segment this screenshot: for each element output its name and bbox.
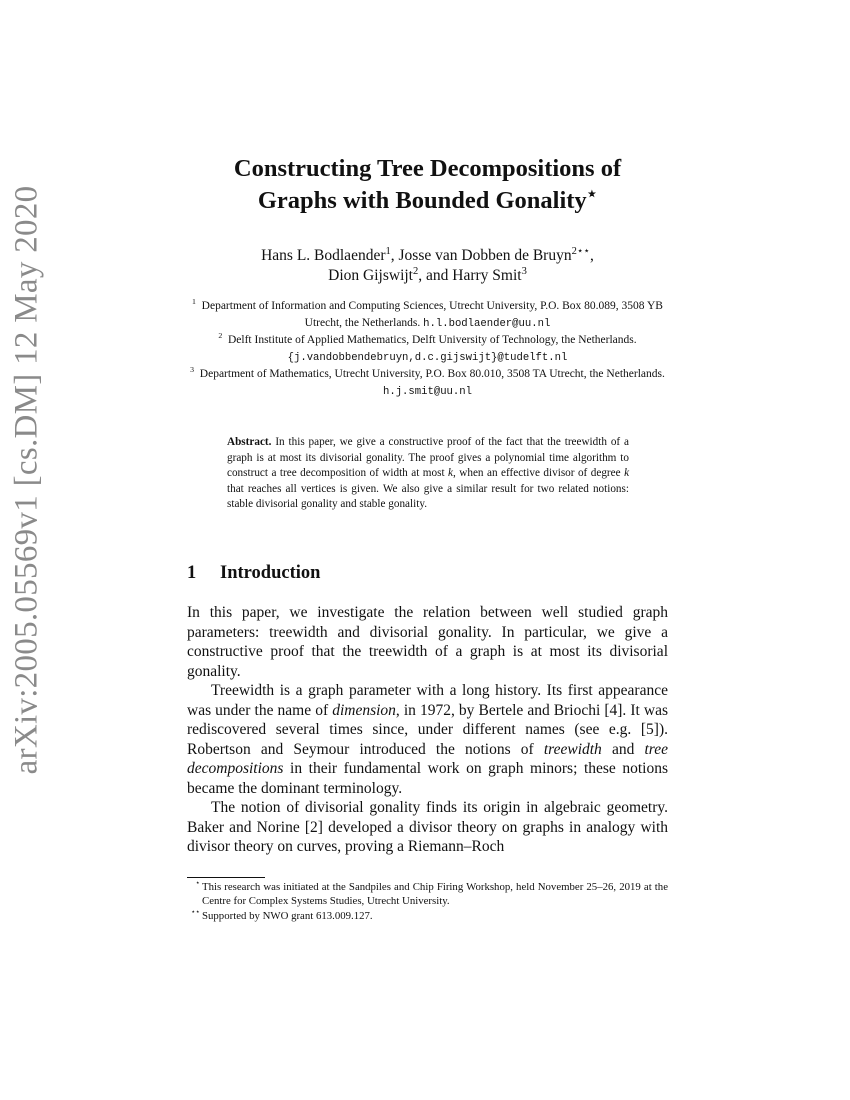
abstract bbox=[227, 435, 629, 513]
arxiv-identifier-text: arXiv:2005.05569v1 [cs.DM] 12 May 2020 bbox=[8, 185, 45, 775]
affiliation-3-text: Department of Mathematics, Utrecht University, P.O. Box 80.010, 3508 TA Utrecht, the Netherlands. bbox=[199, 368, 665, 381]
footnote-2-text: Supported by NWO grant 613.009.127. bbox=[202, 909, 373, 922]
affiliation-2-text: Delft Institute of Applied Mathematics, Delft University of Technology, the Netherlands. bbox=[228, 334, 637, 347]
paragraph-1: In this paper, we investigate the relation between well studied graph parameters: treewidth and divisorial gonality. In particular, we give a constructive proof that the treewidth of a graph is at most its divisorial gonality. bbox=[187, 604, 668, 680]
author-gijswijt: Dion Gijswijt bbox=[328, 267, 413, 284]
paragraph-2-text-d: in their fundamental work on graph minors; these notions became the dominant terminology. bbox=[187, 760, 669, 797]
footnote-2: ⋆⋆ Supported by NWO grant 613.009.127. bbox=[190, 907, 373, 922]
footnote-1-text: This research was initiated at the Sandpiles and Chip Firing Workshop, held November 25–26, 2019 at the Centre for Complex Systems Studies, Utrecht University. bbox=[202, 881, 668, 908]
affiliation-1-email[interactable]: h.l.bodlaender@uu.nl bbox=[423, 317, 551, 330]
footnote-1: ⋆ This research was initiated at the Sandpiles and Chip Firing Workshop, held November 25–26, 2019 at the Centre for Complex Systems Studies, Utrecht University. bbox=[195, 878, 668, 908]
footnotes bbox=[187, 880, 668, 923]
title-footnote-mark: ⋆ bbox=[586, 183, 598, 203]
affiliations bbox=[180, 298, 675, 401]
section-heading bbox=[187, 563, 320, 584]
affiliation-1-number: 1 bbox=[192, 297, 196, 307]
affiliation-1-text: Department of Information and Computing Sciences, Utrecht University, P.O. Box 80.089, 3508 YB Utrecht, the Netherlands. bbox=[201, 300, 663, 329]
author-bodlaender-affil: 1 bbox=[385, 245, 391, 257]
paragraph-2-text-a: Treewidth is a graph parameter with a long history. Its first appearance was under the name of bbox=[187, 682, 668, 719]
author-van-dobben-de-bruyn-affil: 2⋆⋆ bbox=[571, 245, 591, 257]
affiliation-2-number: 2 bbox=[218, 331, 223, 341]
section-number: 1 bbox=[187, 563, 197, 583]
affiliation-3-email[interactable]: h.j.smit@uu.nl bbox=[382, 385, 472, 398]
author-van-dobben-de-bruyn: Josse van Dobben de Bruyn bbox=[398, 247, 572, 264]
affiliation-2 bbox=[180, 332, 675, 366]
arxiv-identifier-stamp bbox=[4, 185, 50, 775]
author-smit-affil: 3 bbox=[521, 265, 527, 277]
paragraph-2-text-b: , in 1972, by Bertele and Briochi [4]. It was rediscovered several times since, under different names (see e.g. [5]). Robertson and Seymour introduced the notions of bbox=[187, 701, 669, 758]
paragraph-2 bbox=[187, 681, 668, 798]
abstract-label: Abstract. bbox=[227, 436, 272, 448]
author-smit: , and Harry Smit bbox=[418, 267, 522, 284]
title-line-1: Constructing Tree Decompositions of bbox=[233, 155, 622, 182]
term-treewidth: treewidth bbox=[543, 740, 602, 758]
section-body bbox=[187, 603, 668, 857]
affiliation-3 bbox=[180, 366, 675, 400]
abstract-text-3: that reaches all vertices is given. We also give a similar result for two related notions: stable divisorial gonality and stable gonality. bbox=[227, 482, 629, 511]
paper-title bbox=[140, 153, 715, 217]
author-bodlaender: Hans L. Bodlaender bbox=[261, 247, 386, 264]
abstract-text-2: , when an effective divisor of degree bbox=[453, 467, 621, 480]
abstract-var-k-2: k bbox=[624, 467, 630, 480]
affiliation-3-number: 3 bbox=[190, 365, 195, 375]
section-title: Introduction bbox=[220, 563, 321, 583]
abstract-text-1: In this paper, we give a constructive proof of the fact that the treewidth of a graph is at most its divisorial gonality. The proof gives a polynomial time algorithm to construct a tree decomposition of width at most bbox=[227, 436, 629, 480]
abstract-var-k-1: k bbox=[448, 467, 454, 480]
title-line-2: Graphs with Bounded Gonality bbox=[257, 187, 587, 214]
affiliation-2-email[interactable]: {j.vandobbendebruyn,d.c.gijswijt}@tudelft.nl bbox=[287, 351, 568, 364]
paragraph-3: The notion of divisorial gonality finds its origin in algebraic geometry. Baker and Norine [2] developed a divisor theory on graphs in analogy with divisor theory on curves, proving a Riemann–Roch bbox=[187, 799, 668, 855]
term-tree-decompositions: tree decompositions bbox=[187, 740, 669, 777]
paragraph-2-text-c: and bbox=[611, 740, 635, 758]
affiliation-1 bbox=[180, 298, 675, 332]
term-dimension: dimension bbox=[332, 701, 396, 719]
author-list: Hans L. Bodlaender$^1$, Josse van Dobben de Bruyn$^{2⋆⋆}$, Dion Gijswijt$^2$, and Harry Smit$^3$ bbox=[261, 245, 594, 284]
author-gijswijt-affil: 2 bbox=[412, 265, 419, 277]
